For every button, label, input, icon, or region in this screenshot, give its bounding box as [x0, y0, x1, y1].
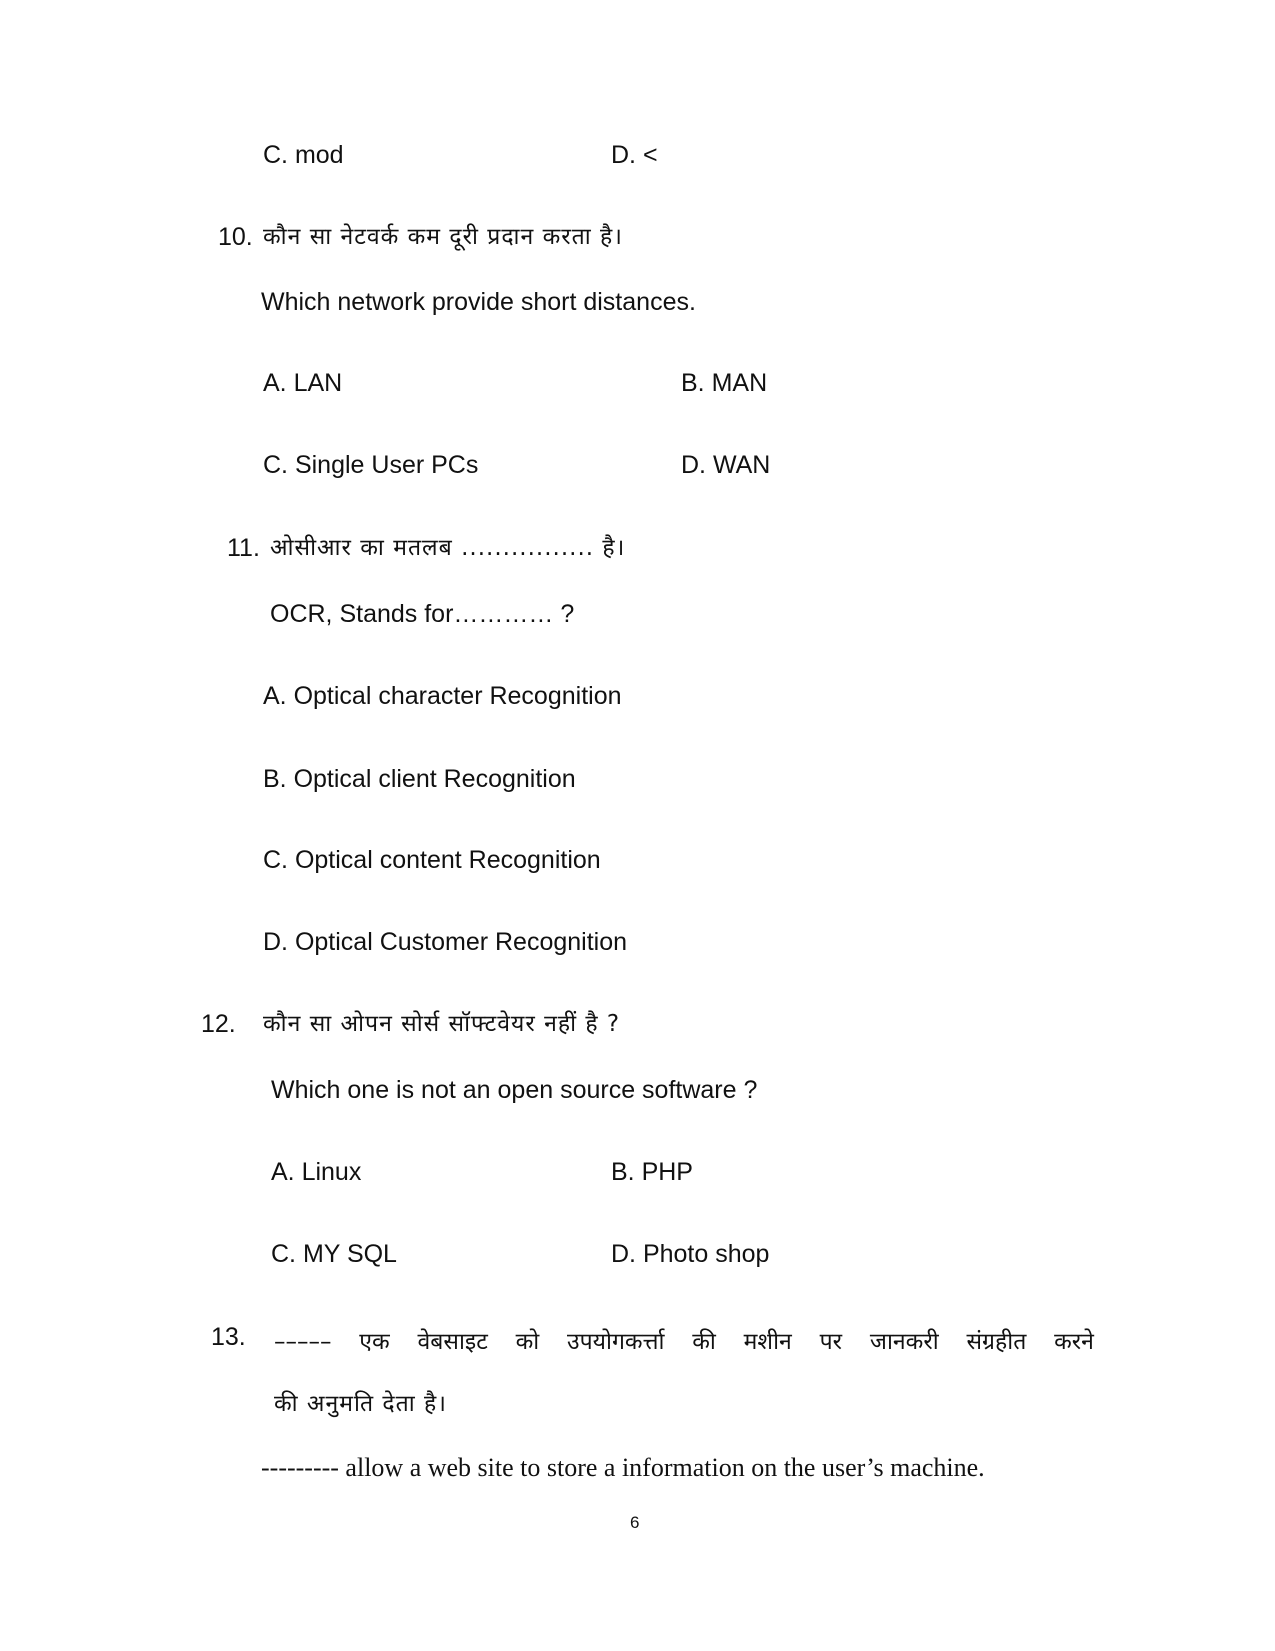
q12-option-a: A. Linux — [271, 1158, 362, 1186]
q13-word: उपयोगकर्त्ता — [567, 1329, 665, 1355]
q13-hindi-line1 — [274, 1327, 1094, 1357]
q12-option-b: B. PHP — [611, 1158, 693, 1186]
q13-word: को — [515, 1329, 540, 1355]
q11-option-b: B. Optical client Recognition — [263, 765, 576, 793]
q13-word: वेबसाइट — [417, 1329, 488, 1355]
page-number: 6 — [630, 1513, 640, 1532]
q10-hindi-text: कौन सा नेटवर्क कम दूरी प्रदान करता है। — [263, 224, 623, 250]
q10-english-text: Which network provide short distances. — [261, 288, 696, 316]
q13-number: 13. — [211, 1323, 246, 1351]
q9-option-d: D. < — [611, 141, 658, 169]
q11-option-c: C. Optical content Recognition — [263, 846, 601, 874]
q11-option-a: A. Optical character Recognition — [263, 682, 622, 710]
q9-option-c: C. mod — [263, 141, 344, 169]
q12-hindi-text: कौन सा ओपन सोर्स सॉफ्टवेयर नहीं है ? — [263, 1011, 621, 1037]
q11-hindi-text: ओसीआर का मतलब ................ है। — [270, 535, 626, 561]
q13-word: की — [692, 1329, 716, 1355]
q12-number: 12. — [201, 1010, 236, 1038]
q13-word: जानकरी — [869, 1329, 939, 1355]
q13-word: पर — [819, 1329, 843, 1355]
q12-option-c: C. MY SQL — [271, 1240, 397, 1268]
q13-hindi-line2: की अनुमति देता है। — [274, 1391, 447, 1417]
q10-option-b: B. MAN — [681, 369, 768, 397]
q13-word: मशीन — [743, 1329, 792, 1355]
q11-english-text: OCR, Stands for………… ? — [270, 600, 575, 628]
q10-option-d: D. WAN — [681, 451, 771, 479]
q11-number: 11. — [227, 534, 260, 562]
q12-option-d: D. Photo shop — [611, 1240, 770, 1268]
q13-english-text: --------- allow a web site to store a information on the user’s machine. — [261, 1453, 985, 1482]
q10-option-c: C. Single User PCs — [263, 451, 479, 479]
q12-english-text: Which one is not an open source software ? — [271, 1076, 758, 1104]
q13-word: एक — [359, 1329, 390, 1355]
q13-word: करने — [1054, 1329, 1094, 1355]
q10-option-a: A. LAN — [263, 369, 343, 397]
q11-option-d: D. Optical Customer Recognition — [263, 928, 628, 956]
q13-blank: ––––– — [274, 1329, 332, 1355]
q10-number: 10. — [218, 223, 253, 251]
q13-word: संग्रहीत — [966, 1329, 1027, 1355]
